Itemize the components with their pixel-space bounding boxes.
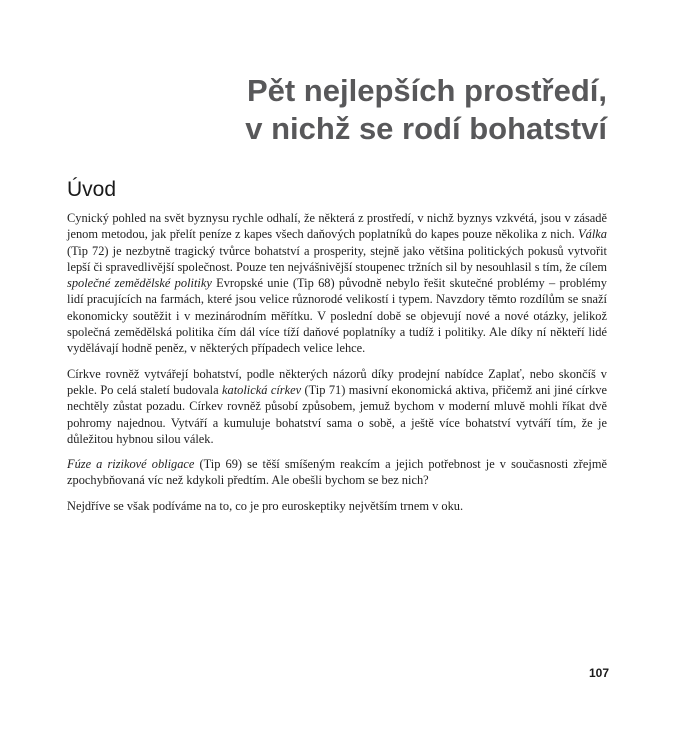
chapter-title-line-1: Pět nejlepších prostředí, <box>246 73 607 108</box>
paragraph-3 <box>67 456 607 489</box>
italic-term-spolecne-zemedelske-politiky: společné zemědělské politiky <box>67 276 212 291</box>
text-run: Nejdříve se však podíváme na to, co je pro euroskeptiky největším trnem v oku. <box>67 498 464 513</box>
italic-term-fuze-a-rizikove-obligace: Fúze a rizikové obligace <box>67 457 195 472</box>
paragraph-1 <box>67 210 607 357</box>
paragraph-4 <box>67 498 607 514</box>
italic-term-katolicka-cirkev: katolická církev <box>222 382 302 397</box>
chapter-title-line-2: v nichž se rodí bohatství <box>245 111 607 146</box>
italic-term-valka: Válka <box>578 227 607 242</box>
text-run: (Tip 72) je nezbytně tragický tvůrce bohatství a prosperity, stejně jako většina politických pokusů vytvořit lepší či spravedlivější společnost. Pouze ten nejvášnivější stoupenec tržních sil by nesouhlasil s tím, že cílem <box>67 243 607 274</box>
text-run: (Tip 69) se těší smíšeným reakcím a jejich potřebnost je v současnosti zřejmě zpochybňovaná víc než kdykoli předtím. Ale obešli bychom se bez nich? <box>67 457 607 488</box>
text-run: Církve rovněž vytvářejí bohatství, podle některých názorů díky prodejní nabídce Zaplať, nebo skončíš v pekle. Po celá staletí budovala <box>67 366 607 397</box>
text-run: Cynický pohled na svět byznysu rychle odhalí, že některá z prostředí, v nichž byznys vzkvétá, jsou v zásadě jenom metodou, jak přelít peníze z kapes všech daňových poplatníků do kapes pouze několika z nich. <box>67 211 607 242</box>
page-number: 107 <box>589 666 610 680</box>
text-run: Evropské unie (Tip 68) původně nebylo řešit skutečné problémy – problémy lidí pracujících na farmách, které jsou velice různorodé velikostí i typem. Navzdory těmto rozdílům se snaží ekonomicky soutěžit i v mezinárodním měřítku. V poslední době se objevují nové a nové otázky, jelikož společná zemědělská politika čím dál více tíží daňové poplatníky a tudíž i politiky. Ale díky ní někteří lidé vydělávají hodně peněz, v některých případech velice lehce. <box>67 276 607 356</box>
body-text <box>67 210 607 523</box>
section-heading: Úvod <box>67 178 117 201</box>
chapter-title <box>147 72 607 148</box>
text-run: (Tip 71) masivní ekonomická aktiva, přičemž ani jiné církve nechtěly zůstat pozadu. Církev rovněž působí způsobem, jemuž bychom v moderní mluvě mohli říkat dvě pohromy najednou. Vytváří a kumuluje bohatství sama o sobě, a ještě více bohatství vytváří tím, že je důležitou hybnou silou válek. <box>67 382 607 446</box>
paragraph-2 <box>67 366 607 447</box>
